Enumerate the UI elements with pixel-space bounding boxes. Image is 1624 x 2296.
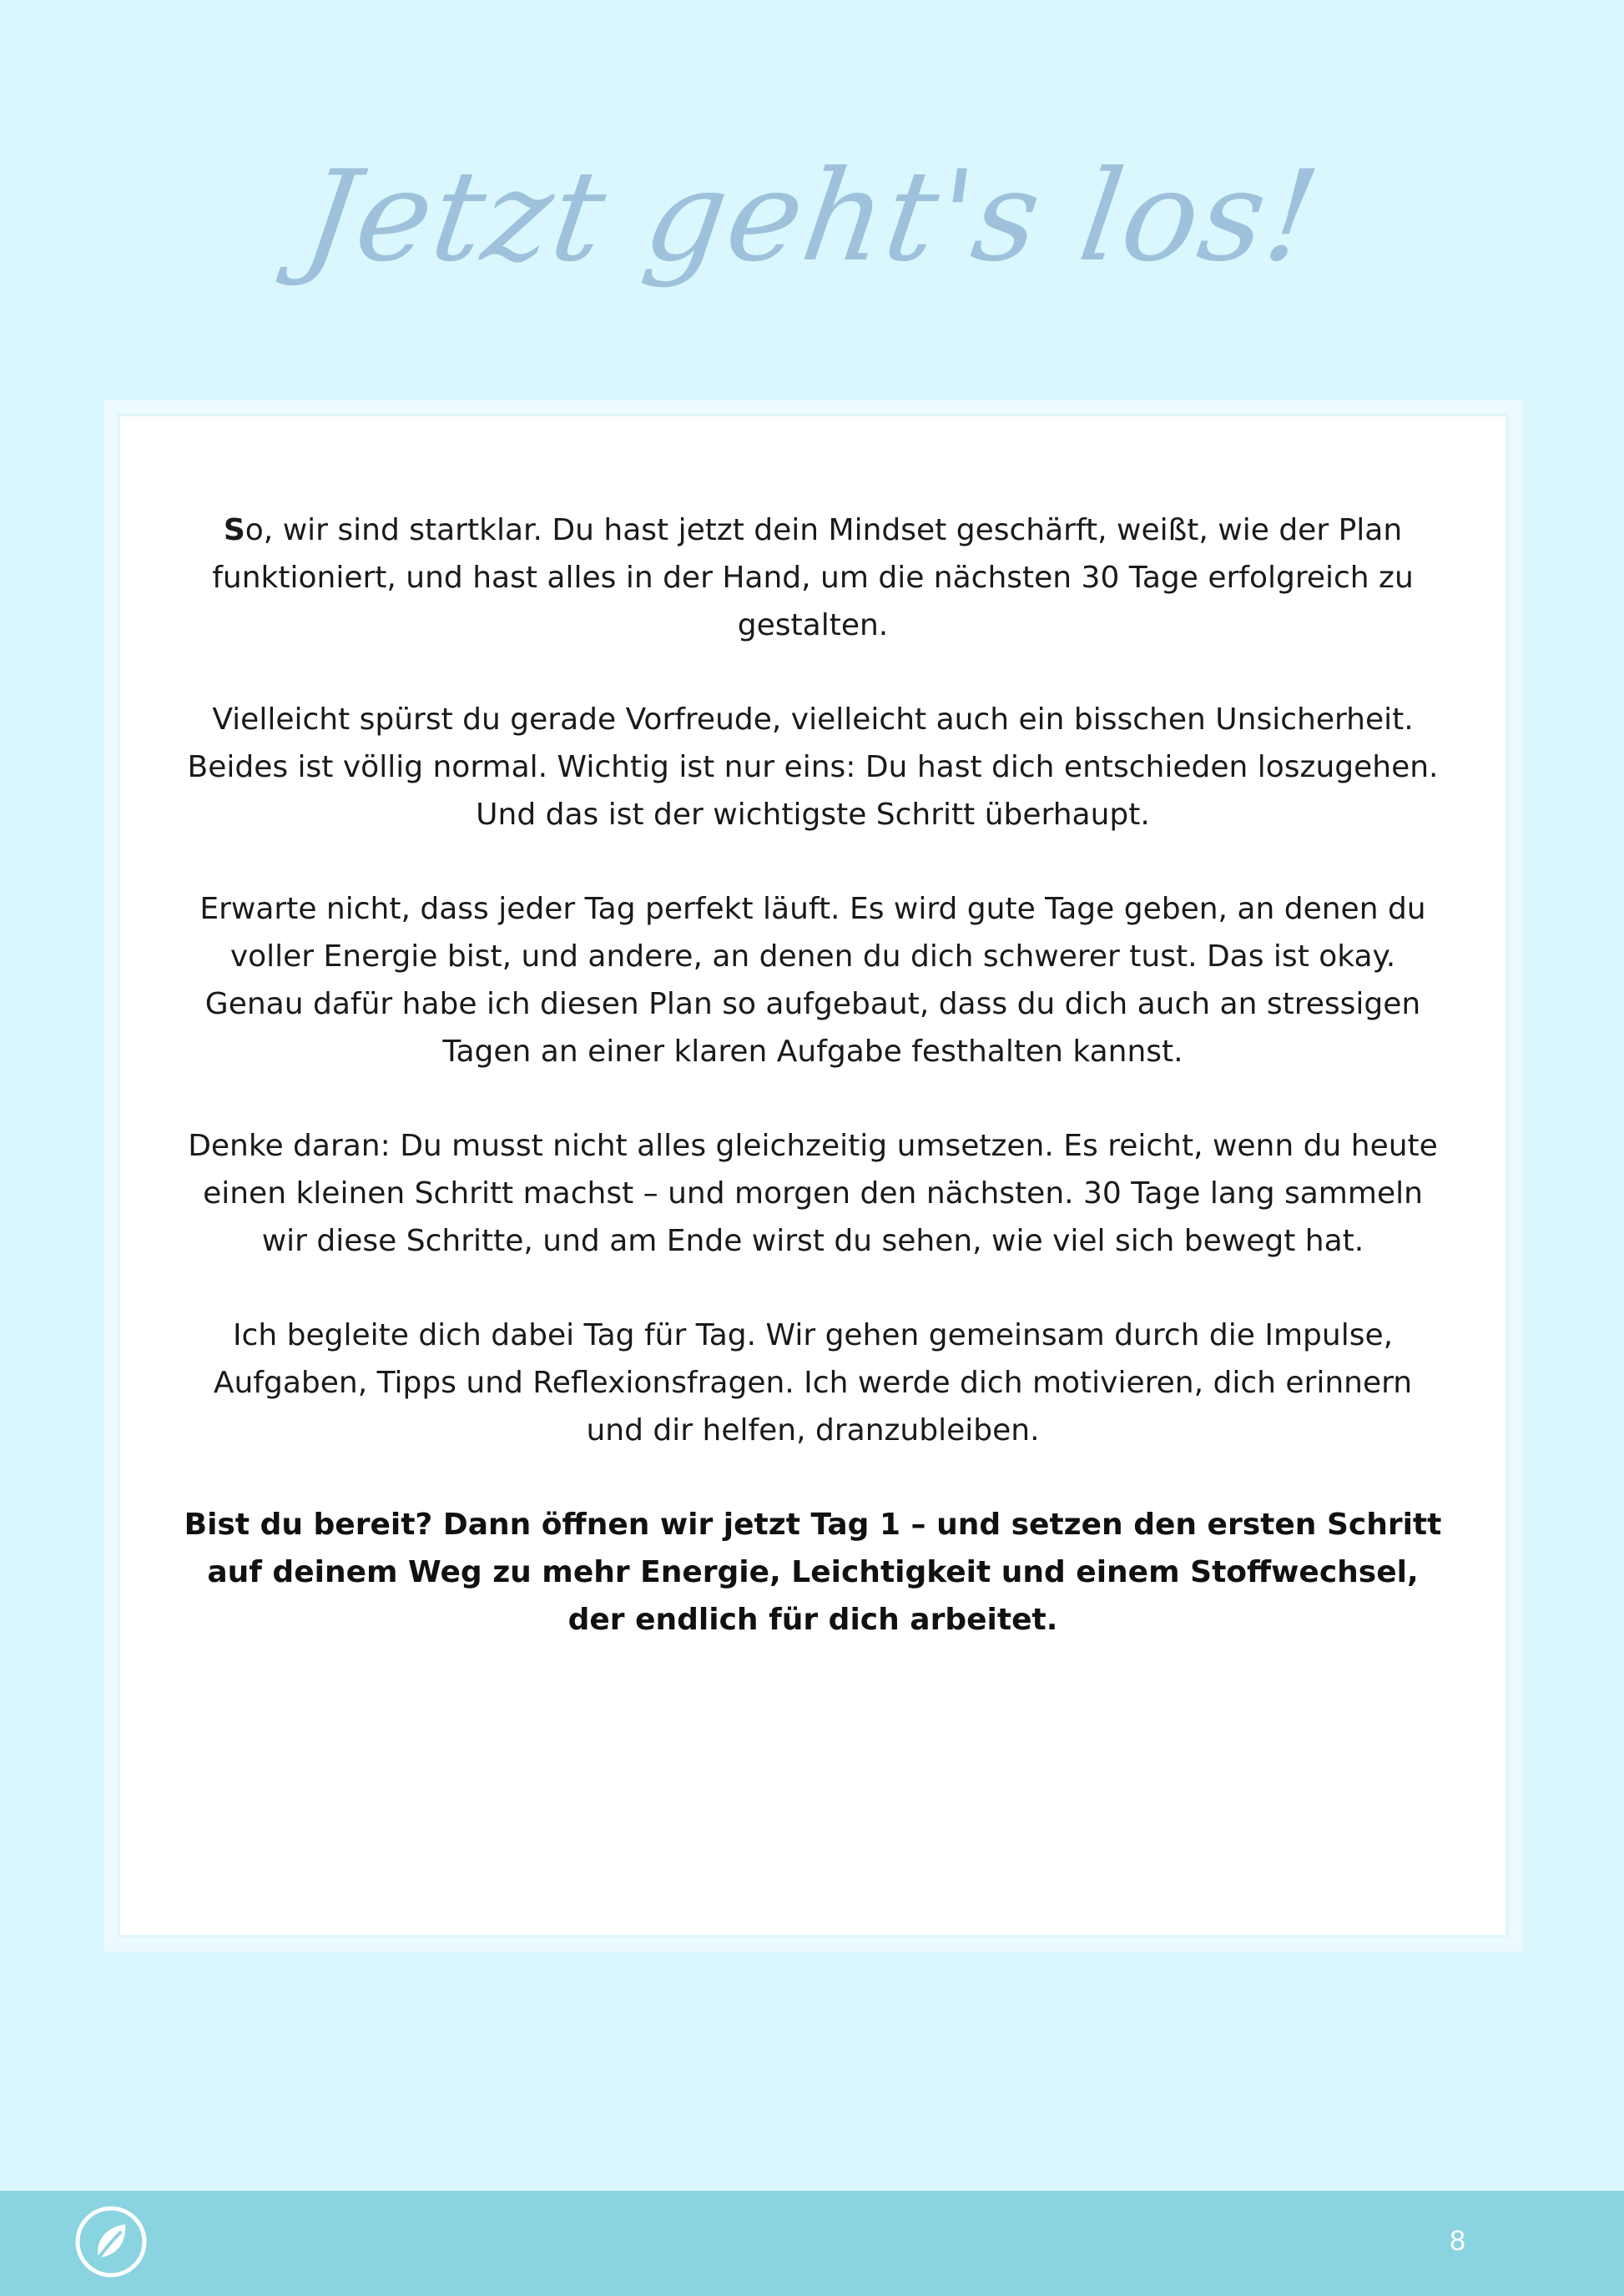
content-card: [117, 413, 1509, 1938]
leaf-icon: [73, 2204, 149, 2279]
paragraph-expectations: Erwarte nicht, dass jeder Tag perfekt läuft. Es wird gute Tage geben, an denen du voller Energie bist, und andere, an denen du dich schwerer tust. Das ist okay. Genau dafür habe ich diesen Plan so aufgebaut, dass du dich auch an stressigen Tagen an einer klaren Aufgabe festhalten kannst.: [199, 892, 1426, 1069]
intro-text: o, wir sind startklar. Du hast jetzt dein Mindset geschärft, weißt, wie der Plan funktioniert, und hast alles in der Hand, um die nächsten 30 Tage erfolgreich zu gestalten.: [212, 513, 1414, 642]
closing-paragraph: Bist du bereit? Dann öffnen wir jetzt Tag 1 – und setzen den ersten Schritt auf deinem Weg zu mehr Energie, Leichtigkeit und einem Stoffwechsel, der endlich für dich arbeitet.: [184, 1508, 1442, 1637]
page-number: 8: [1450, 2225, 1465, 2257]
page-title: Jetzt geht's los!: [295, 144, 1329, 290]
paragraph-support: Ich begleite dich dabei Tag für Tag. Wir gehen gemeinsam durch die Impulse, Aufgaben, Tipps und Reflexionsfragen. Ich werde dich motivieren, dich erinnern und dir helfen, dranzubleiben.: [213, 1318, 1413, 1448]
paragraph-small-steps: Denke daran: Du musst nicht alles gleichzeitig umsetzen. Es reicht, wenn du heute einen kleinen Schritt machst – und morgen den nächsten. 30 Tage lang sammeln wir diese Schritte, und am Ende wirst du sehen, wie viel sich bewegt hat.: [188, 1129, 1438, 1258]
body-text: [183, 506, 1443, 1690]
footer-bar: [0, 2191, 1624, 2296]
intro-paragraph: [183, 506, 1443, 649]
intro-dropcap: S: [223, 513, 245, 547]
content-card-frame: [103, 400, 1522, 1951]
paragraph-feelings: Vielleicht spürst du gerade Vorfreude, vielleicht auch ein bisschen Unsicherheit. Beides ist völlig normal. Wichtig ist nur eins: Du hast dich entschieden loszugehen. Und das ist der wichtigste Schritt überhaupt.: [187, 702, 1439, 832]
